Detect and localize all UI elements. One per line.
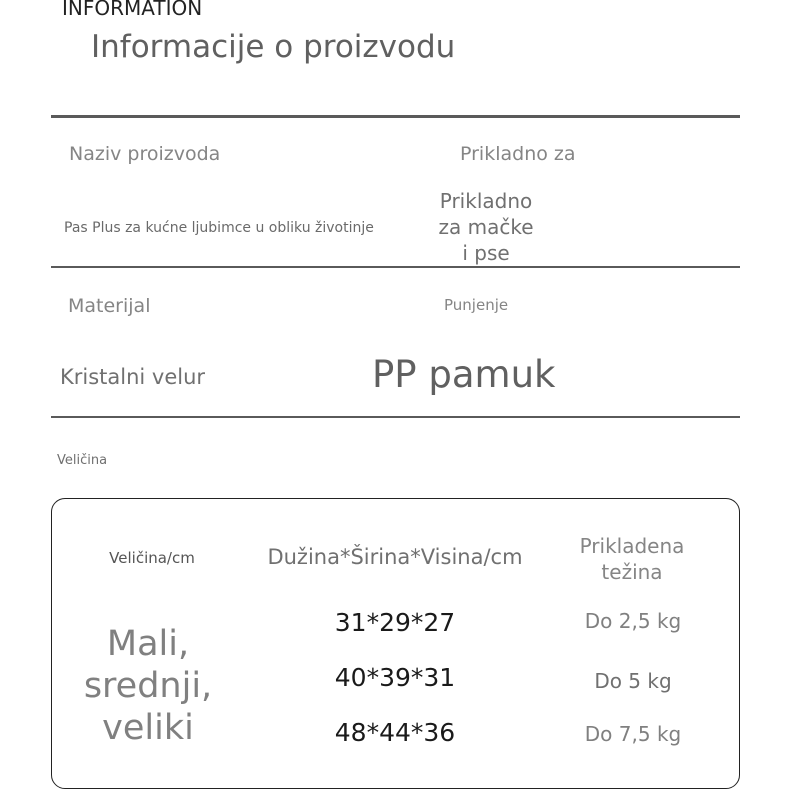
- filling-value: PP pamuk: [372, 353, 556, 396]
- header-weight-line: Prikladena: [579, 534, 685, 558]
- divider: [51, 266, 740, 268]
- suitable-for-label: Prikladno za: [460, 143, 576, 165]
- filling-label: Punjenje: [444, 296, 509, 314]
- divider: [51, 416, 740, 418]
- header-weight-line: težina: [601, 560, 663, 584]
- page-title: Informacije o proizvodu: [91, 29, 456, 65]
- row-weight: Do 7,5 kg: [584, 722, 682, 746]
- size-name: srednji,: [83, 666, 213, 706]
- size-name: Mali,: [106, 624, 190, 664]
- eyebrow-heading: INFORMATION: [62, 0, 203, 20]
- row-dimensions: 31*29*27: [334, 608, 456, 637]
- size-name: veliki: [102, 708, 194, 748]
- header-size: Veličina/cm: [109, 549, 195, 567]
- header-weight: [562, 533, 702, 585]
- suitable-for-value: [426, 188, 546, 266]
- size-label: Veličina: [57, 453, 108, 468]
- suitable-line: i pse: [462, 241, 510, 265]
- product-name-label: Naziv proizvoda: [69, 143, 221, 165]
- header-dimensions: Dužina*Širina*Visina/cm: [267, 545, 523, 569]
- row-dimensions: 48*44*36: [334, 718, 456, 747]
- material-value: Kristalni velur: [60, 365, 206, 389]
- product-name-value: Pas Plus za kućne ljubimce u obliku životinje: [64, 220, 374, 236]
- row-weight: Do 5 kg: [594, 669, 672, 693]
- size-names: [78, 623, 218, 749]
- suitable-line: Prikladno: [439, 189, 533, 213]
- row-weight: Do 2,5 kg: [584, 609, 682, 633]
- row-dimensions: 40*39*31: [334, 663, 456, 692]
- suitable-line: za mačke: [438, 215, 534, 239]
- material-label: Materijal: [68, 295, 151, 317]
- divider: [51, 115, 740, 118]
